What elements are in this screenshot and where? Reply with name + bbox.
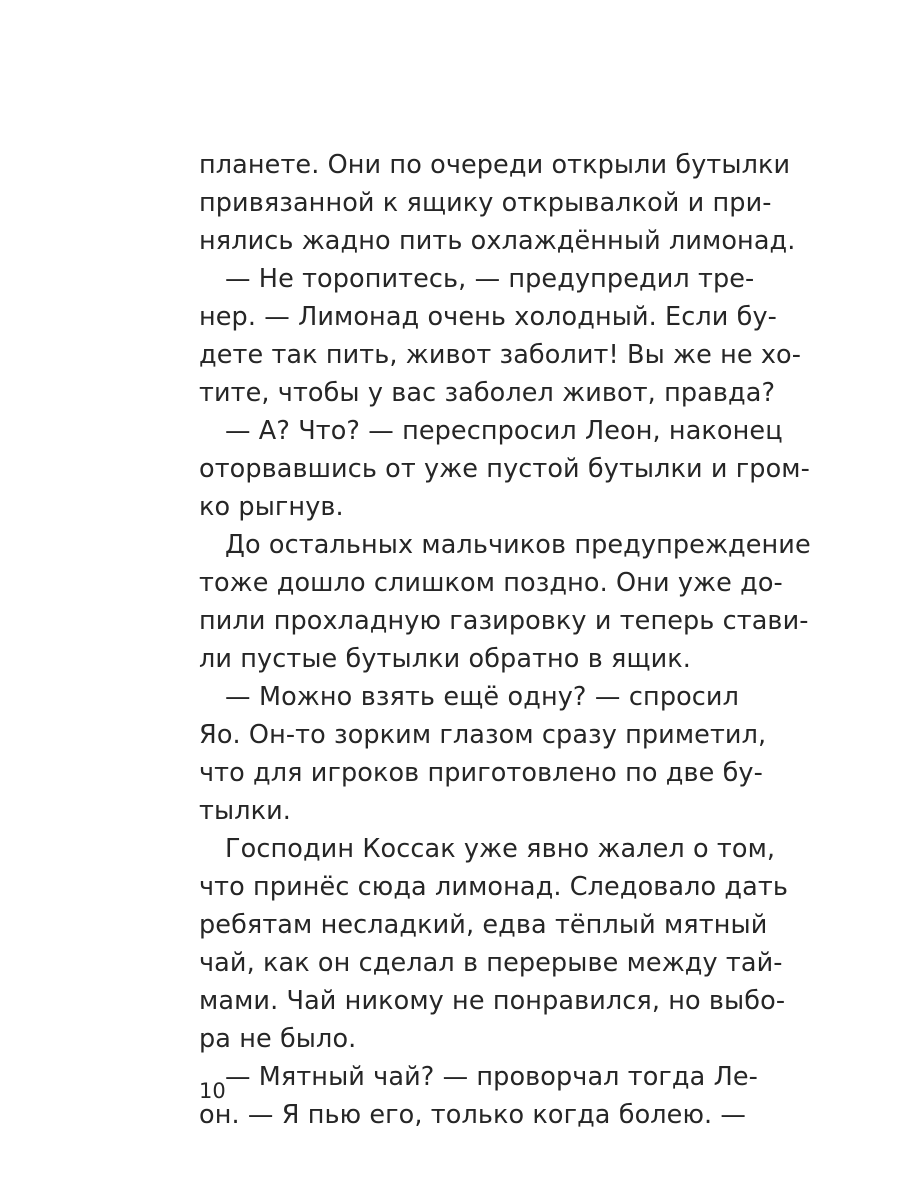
text-line: тылки. <box>199 796 291 826</box>
text-line: нер. — Лимонад очень холодный. Если бу- <box>199 302 777 332</box>
text-line: дете так пить, живот заболит! Вы же не хо- <box>199 340 802 370</box>
text-line: Господин Коссак уже явно жалел о том, <box>225 834 776 864</box>
text-line: что для игроков приготовлено по две бу- <box>199 758 763 788</box>
text-line: он. — Я пью его, только когда болею. — <box>199 1100 747 1130</box>
text-line: чай, как он сделал в перерыве между тай- <box>199 948 783 978</box>
text-line: ребятам несладкий, едва тёплый мятный <box>199 910 768 940</box>
text-line: ко рыгнув. <box>199 492 344 522</box>
text-line: ли пустые бутылки обратно в ящик. <box>199 644 691 674</box>
text-line: тоже дошло слишком поздно. Они уже до- <box>199 568 783 598</box>
text-line: — Мятный чай? — проворчал тогда Ле- <box>225 1062 758 1092</box>
text-line: что принёс сюда лимонад. Следовало дать <box>199 872 788 902</box>
text-line: привязанной к ящику открывалкой и при- <box>199 188 772 218</box>
text-line: мами. Чай никому не понравился, но выбо- <box>199 986 786 1016</box>
text-line: До остальных мальчиков предупреждение <box>225 530 811 560</box>
text-line: Яо. Он-то зорким глазом сразу приметил, <box>199 720 767 750</box>
text-line: тите, чтобы у вас заболел живот, правда? <box>199 378 776 408</box>
text-line: планете. Они по очереди открыли бутылки <box>199 150 791 180</box>
text-line: оторвавшись от уже пустой бутылки и гром- <box>199 454 810 484</box>
body-text <box>199 146 811 1134</box>
text-line: ра не было. <box>199 1024 357 1054</box>
text-line: — А? Что? — переспросил Леон, наконец <box>225 416 783 446</box>
text-line: пили прохладную газировку и теперь стави- <box>199 606 809 636</box>
text-line: нялись жадно пить охлаждённый лимонад. <box>199 226 796 256</box>
text-line: — Можно взять ещё одну? — спросил <box>225 682 739 712</box>
text-line: — Не торопитесь, — предупредил тре- <box>225 264 755 294</box>
page-number: 10 <box>199 1079 226 1103</box>
